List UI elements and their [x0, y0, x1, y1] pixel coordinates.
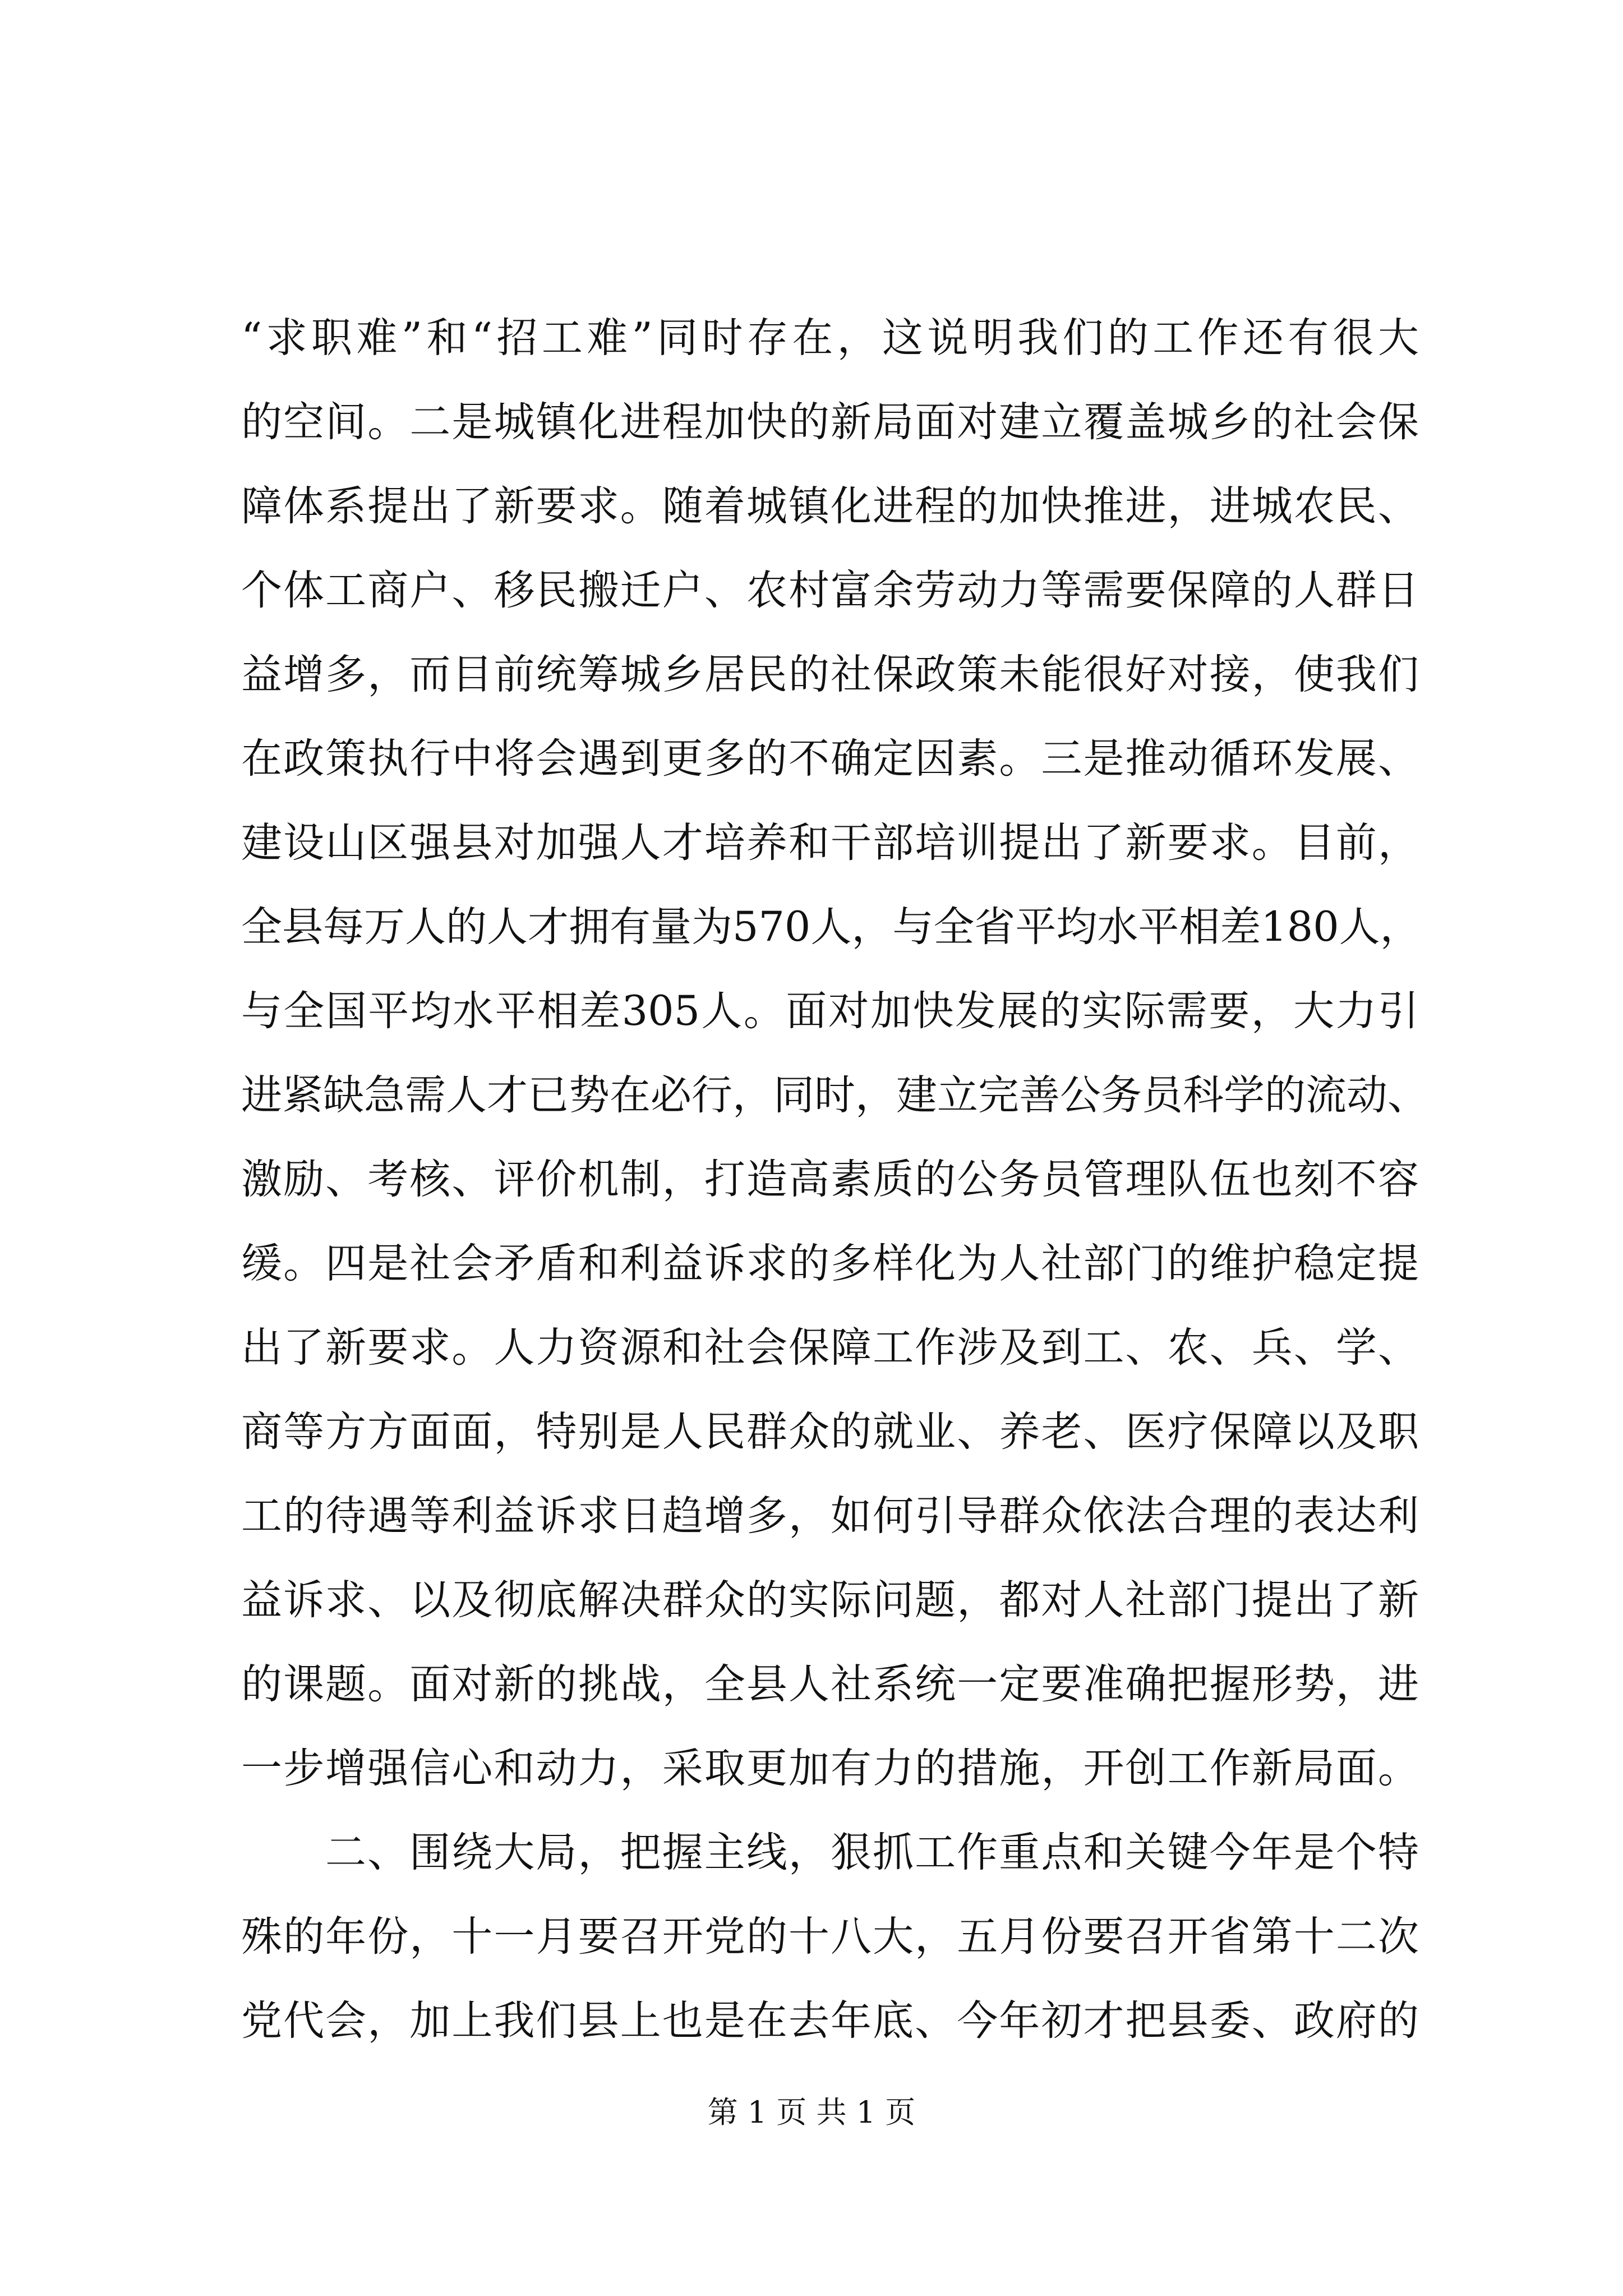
text-line: 殊的年份，十一月要召开党的十八大，五月份要召开省第十二次 [241, 1913, 1419, 1961]
section-heading-line: 二、围绕大局，把握主线，狠抓工作重点和关键今年是个特 [325, 1829, 1419, 1876]
text-line: 进紧缺急需人才已势在必行，同时，建立完善公务员科学的流动、 [241, 1071, 1428, 1119]
text-line: 建设山区强县对加强人才培养和干部培训提出了新要求。目前， [241, 819, 1419, 867]
body-text [241, 296, 1428, 2063]
text-line: “求职难”和“招工难”同时存在，这说明我们的工作还有很大 [241, 314, 1419, 362]
page-footer [0, 2090, 1623, 2135]
text-line: 障体系提出了新要求。随着城镇化进程的加快推进，进城农民、 [241, 482, 1419, 530]
text-line: 益诉求、以及彻底解决群众的实际问题，都对人社部门提出了新 [241, 1576, 1419, 1624]
text-line: 工的待遇等利益诉求日趋增多，如何引导群众依法合理的表达利 [241, 1492, 1419, 1540]
text-line: 个体工商户、移民搬迁户、农村富余劳动力等需要保障的人群日 [241, 567, 1419, 614]
text-line: 益增多，而目前统筹城乡居民的社保政策未能很好对接，使我们 [241, 651, 1419, 698]
text-line: 全县每万人的人才拥有量为570人，与全省平均水平相差180人， [241, 903, 1421, 951]
text-line: 出了新要求。人力资源和社会保障工作涉及到工、农、兵、学、 [241, 1324, 1419, 1372]
text-line: 一步增强信心和动力，采取更加有力的措施，开创工作新局面。 [241, 1745, 1419, 1792]
text-line: 商等方方面面，特别是人民群众的就业、养老、医疗保障以及职 [241, 1408, 1419, 1456]
text-line: 的课题。面对新的挑战，全县人社系统一定要准确把握形势，进 [241, 1660, 1419, 1708]
text-line: 党代会，加上我们县上也是在去年底、今年初才把县委、政府的 [241, 1997, 1419, 2045]
text-line: 缓。四是社会矛盾和利益诉求的多样化为人社部门的维护稳定提 [241, 1240, 1419, 1287]
text-line: 与全国平均水平相差305人。面对加快发展的实际需要，大力引 [241, 987, 1419, 1035]
text-line: 激励、考核、评价机制，打造高素质的公务员管理队伍也刻不容 [241, 1156, 1419, 1203]
text-line: 的空间。二是城镇化进程加快的新局面对建立覆盖城乡的社会保 [241, 398, 1419, 446]
page-number-label: 第 1 页 共 1 页 [707, 2095, 916, 2130]
text-line: 在政策执行中将会遇到更多的不确定因素。三是推动循环发展、 [241, 735, 1419, 783]
